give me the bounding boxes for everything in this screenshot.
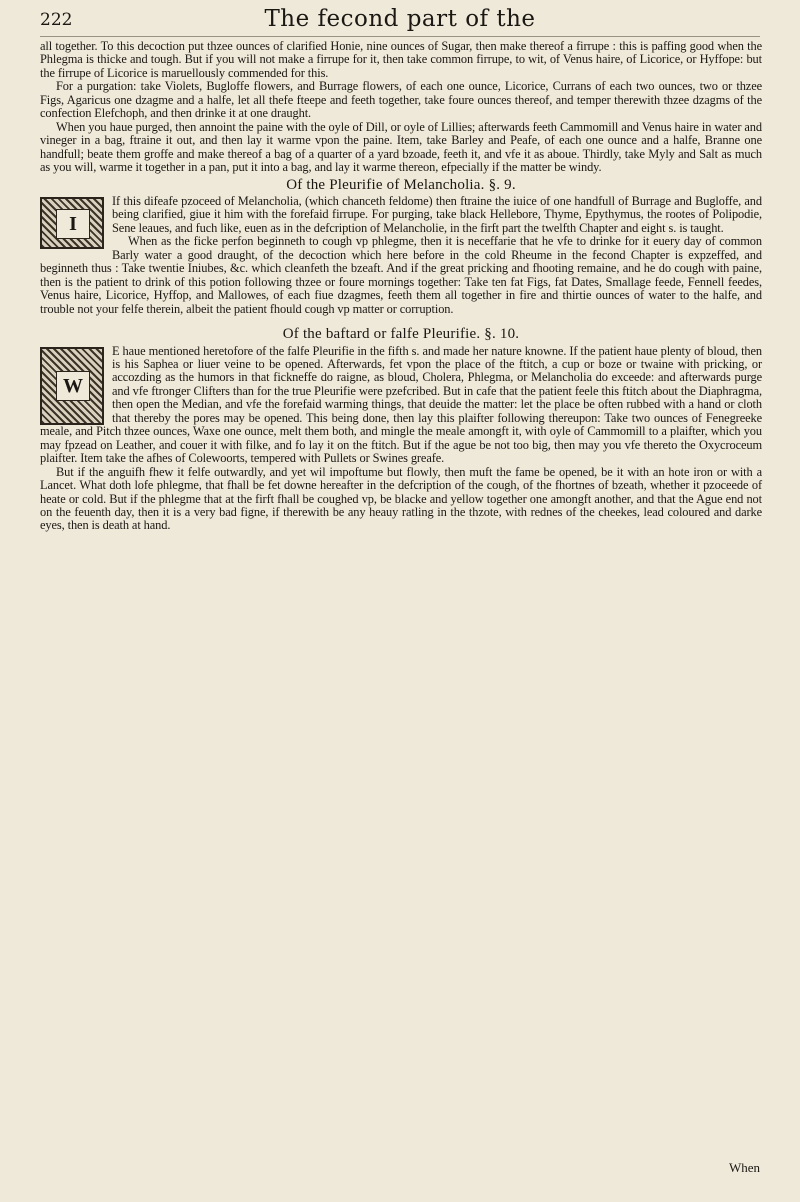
paragraph: But if the anguifh fhew it felfe outwardly, and yet wil impoftume but flowly, then muft the fame be opened, be it with an hote iron or with a Lancet. What doth lofe phlegme, that fhall be fet downe hereafter in the defcription of the cough, of the fhortnes of bzeath, whether it pzoceede of heate or cold. But if the phlegme that at the firft fhall be coughed vp, be blacke and yellow together one amongft another, and that the Ague end not on the feuenth day, then it is a very bad figne, if therewith be any heauy ratling in the thzote, with rednes of the cheekes, lead coloured and darke eyes, then is death at hand.: [40, 464, 762, 533]
catchword: When: [728, 1160, 760, 1175]
paragraph: When you haue purged, then annoint the paine with the oyle of Dill, or oyle of Lillies; afterwards feeth Cammomill and Venus haire in water and vineger in a bag, ftraine it out, and then lay it warme vpon the paine. Item, take Barley and Peafe, of each one ounce and a halfe, Branne one handfull; beate them groffe and make thereof a bag of a quarter of a yard bzoade, feeth it, and vfe it as aboue. Thirdly, take Myly and Salt as much as you will, warme it together in a pan, put it into a bag, and lay it warme thereon, efpecially if the matter be windy.: [40, 119, 762, 175]
page-number: 222: [40, 10, 73, 30]
page-body: [40, 40, 762, 533]
paragraph: If this difeafe pzoceed of Melancholia, (which chanceth feldome) then ftraine the iuice of one handfull of Burrage and Bugloffe, and being clarified, giue it him with the forefaid firrupe. For purging, take black Hellebore, Thyme, Epythymus, the rootes of Polipodie, Sene leaues, and fuch like, euen as in the defcription of Melancholie, in the firft part the twelfth Chapter and eight s. is taught.: [112, 193, 762, 235]
paragraph: For a purgation: take Violets, Bugloffe flowers, and Burrage flowers, of each one ounce, Licorice, Currans of each two ounces, two or thzee Figs, Agaricus one dzagme and a halfe, let all thefe fteepe and feeth together, take foure ounces thereof, and temper therewith thzee dzagms of the confection Elefchoph, and then drinke it at one draught.: [40, 79, 762, 121]
section-title: Of the baftard or falfe Pleurifie.: [282, 326, 481, 343]
section-title: Of the Pleurifie of Melancholia.: [286, 176, 485, 193]
paragraph: all together. To this decoction put thzee ounces of clarified Honie, nine ounces of Sugar, then make thereof a firrupe : this is paffing good when the Phlegma is thicke and tough. But if you will not make a firrupe for it, then take common firrupe, to wit, of Venus haire, of Licorice, or Hyffope: but the firrupe of Licorice is maruellously commended for this.: [40, 39, 762, 80]
section-number: §. 9.: [488, 176, 516, 193]
initial-letter: I: [56, 209, 90, 239]
initial-letter: W: [56, 371, 90, 401]
decorated-initial: [40, 197, 104, 249]
paragraph: E haue mentioned heretofore of the falfe Pleurifie in the fifth s. and made her nature knowne. If the patient haue plenty of bloud, then is his Saphea or liuer veine to be opened. Afterwards, fet vpon the place of the ftitch, a cup or boze or twaine with pricking, or accozding as the humors in that fickneffe do raigne, as bloud, Cholera, Phlegma, or Melancholia do exceede: and afterwards purge and vfe ftronger Clifters than for the true Pleurifie were pzefcribed. But in cafe that the patient feele this ftitch about the Diaphragma, then open the Median, and vfe the forefaid warming things, that deuide the matter: let the place be often rubbed with a hand or cloth that thereby the pores may be opened. This being done, then lay this plaifter following thereupon: Take two ounces of Fenegreeke meale, and Pitch thzee ounces, Waxe one ounce, melt them both, and mingle the meale amongft it, with oyle of Cammomill to a plaifter, which you may fpzead on Leather, and couer it with filke, and fo lay it on the ftitch. But if the ague be not too big, then may you vfe thereto the Oxycroceum plaifter. Item take the afhes of Colewoorts, tempered with Pullets or Swines greafe.: [40, 343, 762, 466]
section-heading-bastard-pleurisy: [40, 328, 762, 341]
decorated-initial: [40, 347, 104, 425]
running-title: The fecond part of the: [264, 6, 536, 32]
paragraph: When as the ficke perfon beginneth to cough vp phlegme, then it is neceffarie that he vfe to drinke for it euery day of common Barly water a good draught, of the decoction which here before in the cold Rheume in the fecond Chapter is expzeffed, and beginneth thus : Take twentie Iniubes, &c. which cleanfeth the bzeaft. And if the great pricking and fhooting remaine, and he do cough with paine, then is the patient to drink of this potion following thzee or foure mornings together: Take ten fat Figs, fat Dates, Smallage feede, Fennell feedes, Venus haire, Licorice, Hyffop, and Mallowes, of each fiue dzagmes, feeth them all together in fire and thirtie ounces of water to the halfe, and trouble not your felfe therein, albeit the patient fhould cough vp matter or corruption.: [40, 234, 762, 316]
section-number: §. 10.: [484, 326, 520, 343]
section-heading-melancholia: [40, 176, 762, 193]
page-header: [40, 6, 760, 37]
